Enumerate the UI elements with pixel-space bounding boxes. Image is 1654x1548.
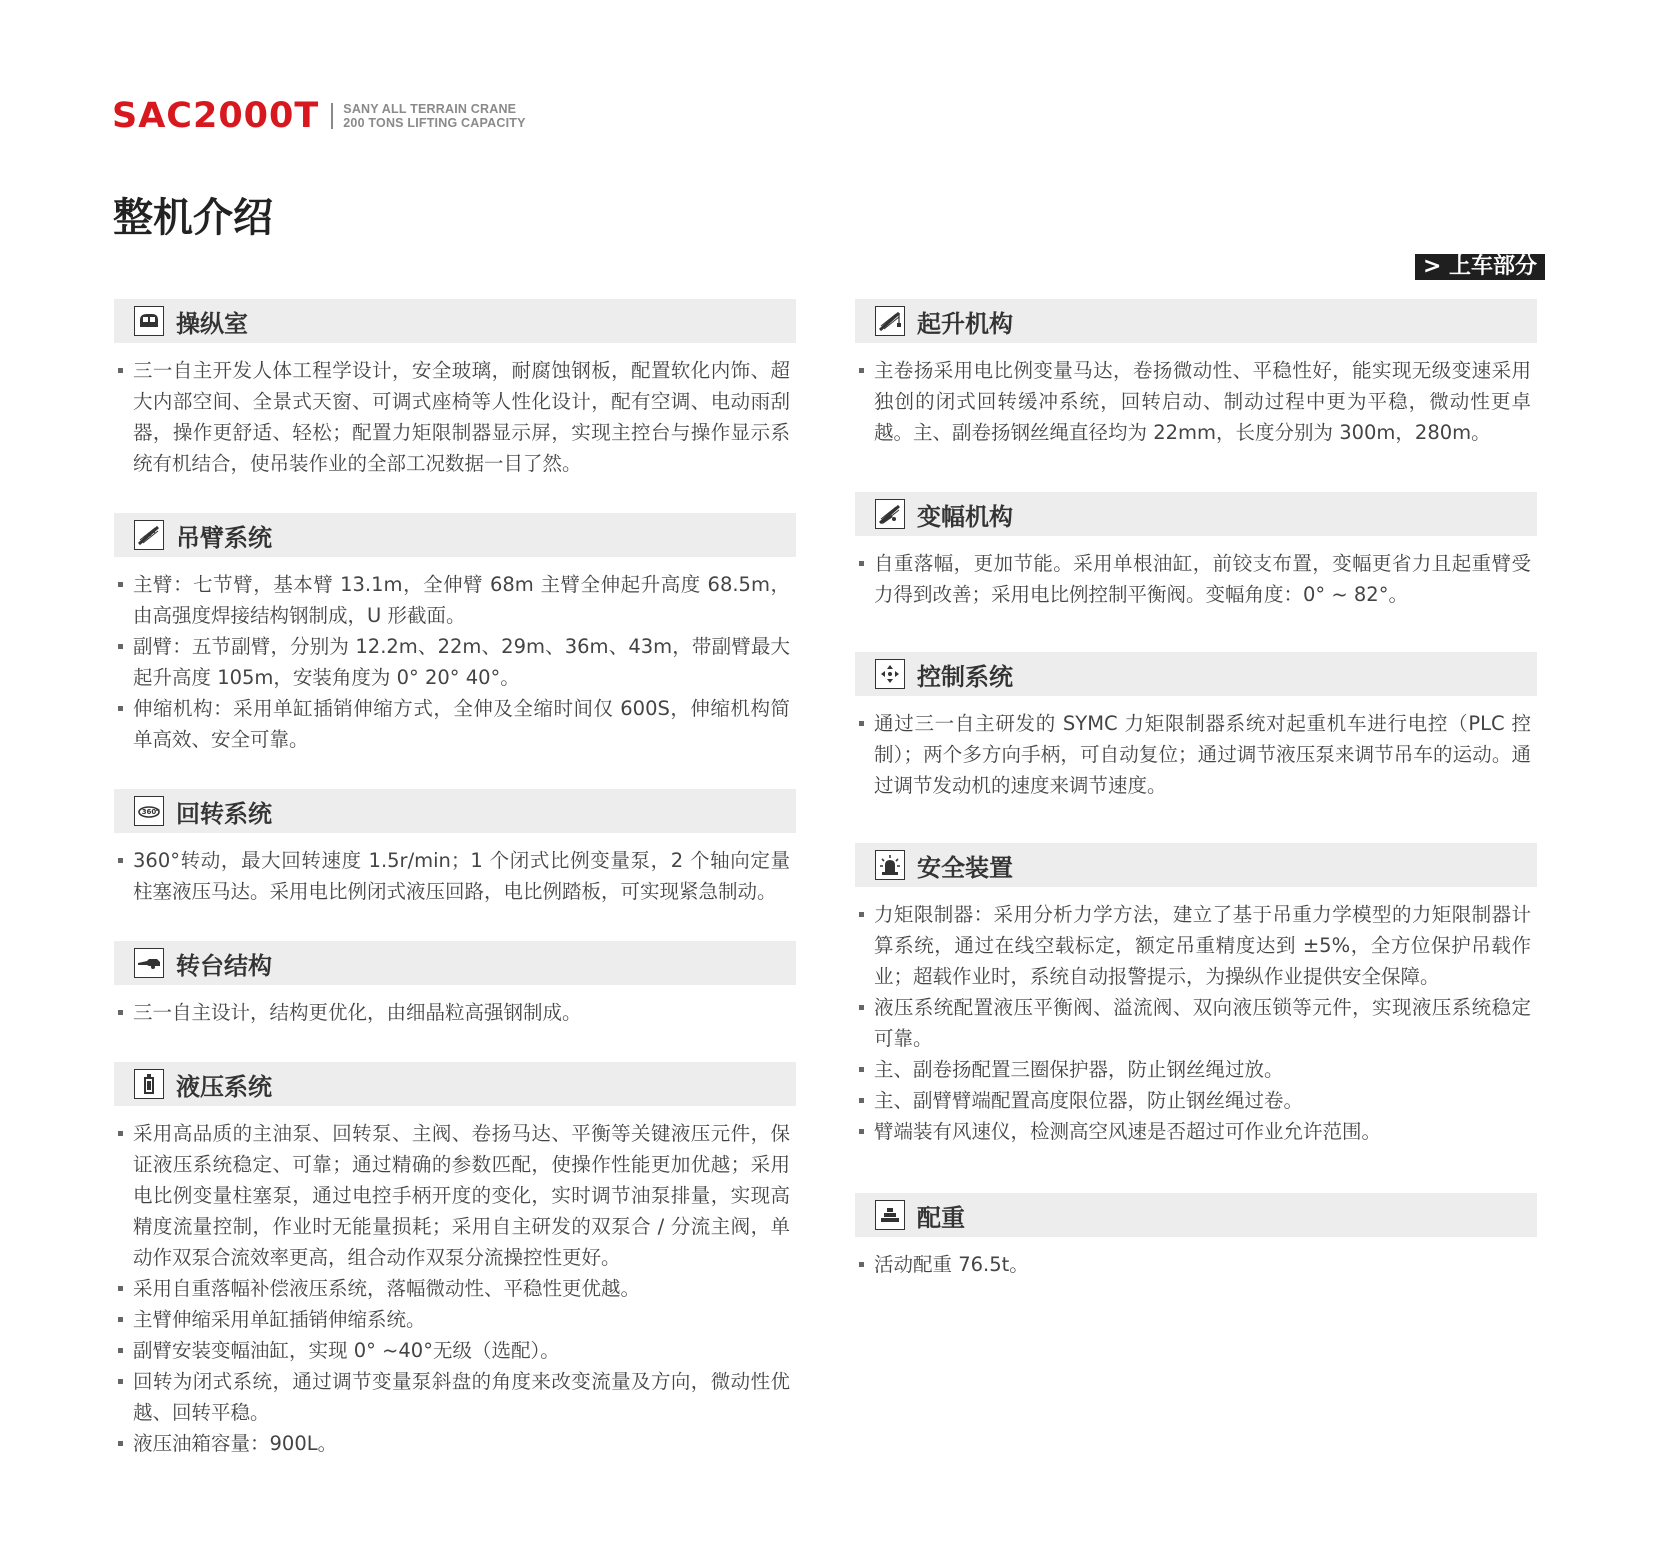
section-tag: > 上车部分 xyxy=(1415,254,1545,280)
section-header xyxy=(114,941,796,985)
section-lift xyxy=(855,299,1537,448)
list-item: 液压系统配置液压平衡阀、溢流阀、双向液压锁等元件，实现液压系统稳定可靠。 xyxy=(855,992,1531,1054)
brand-tagline xyxy=(343,102,525,130)
section-control xyxy=(855,652,1537,801)
list-item: 自重落幅，更加节能。采用单根油缸，前铰支布置，变幅更省力且起重臂受力得到改善；采用电比例控制平衡阀。变幅角度：0° ~ 82°。 xyxy=(855,548,1531,610)
luffing-icon xyxy=(875,499,905,529)
list-item: 三一自主开发人体工程学设计，安全玻璃，耐腐蚀钢板，配置软化内饰、超大内部空间、全景式天窗、可调式座椅等人性化设计，配有空调、电动雨刮器，操作更舒适、轻松；配置力矩限制器显示屏，实现主控台与操作显示系统有机结合，使吊装作业的全部工况数据一目了然。 xyxy=(114,355,790,479)
section-title: 液压系统 xyxy=(176,1072,272,1101)
section-header xyxy=(114,789,796,833)
svg-text:360: 360 xyxy=(141,808,157,816)
list-item: 副臂安装变幅油缸，实现 0° ~40°无级（选配）。 xyxy=(114,1335,790,1366)
counterweight-icon xyxy=(875,1200,905,1230)
header-divider xyxy=(331,103,333,129)
joystick-icon xyxy=(875,659,905,689)
alarm-light-icon xyxy=(875,850,905,880)
list-item: 伸缩机构：采用单缸插销伸缩方式，全伸及全缩时间仅 600S，伸缩机构简单高效、安全可靠。 xyxy=(114,693,790,755)
section-slew xyxy=(114,789,796,907)
section-title: 配重 xyxy=(917,1203,965,1232)
list-item: 臂端装有风速仪，检测高空风速是否超过可作业允许范围。 xyxy=(855,1116,1531,1147)
section-boom xyxy=(114,513,796,755)
list-item: 活动配重 76.5t。 xyxy=(855,1249,1531,1280)
section-items xyxy=(114,569,796,755)
section-title: 吊臂系统 xyxy=(176,523,272,552)
section-title: 转台结构 xyxy=(176,951,272,980)
right-column xyxy=(855,299,1537,1314)
section-items xyxy=(855,708,1537,801)
list-item: 主臂伸缩采用单缸插销伸缩系统。 xyxy=(114,1304,790,1335)
rotation-360-icon xyxy=(134,796,164,826)
list-item: 液压油箱容量：900L。 xyxy=(114,1428,790,1459)
list-item: 回转为闭式系统，通过调节变量泵斜盘的角度来改变流量及方向，微动性优越、回转平稳。 xyxy=(114,1366,790,1428)
hoist-icon xyxy=(875,306,905,336)
section-header xyxy=(855,492,1537,536)
section-title: 操纵室 xyxy=(176,309,248,338)
tagline-line2: 200 TONS LIFTING CAPACITY xyxy=(343,116,526,130)
section-safety xyxy=(855,843,1537,1147)
hydraulic-icon xyxy=(134,1069,164,1099)
list-item: 采用自重落幅补偿液压系统，落幅微动性、平稳性更优越。 xyxy=(114,1273,790,1304)
section-items xyxy=(114,1118,796,1459)
section-title: 回转系统 xyxy=(176,799,272,828)
model-logo: SAC2000T xyxy=(112,96,320,136)
section-title: 起升机构 xyxy=(917,309,1013,338)
section-items xyxy=(855,1249,1537,1280)
section-header xyxy=(114,299,796,343)
section-header xyxy=(855,299,1537,343)
turntable-icon xyxy=(134,948,164,978)
section-title: 变幅机构 xyxy=(917,502,1013,531)
list-item: 三一自主设计，结构更优化，由细晶粒高强钢制成。 xyxy=(114,997,790,1028)
left-column xyxy=(114,299,796,1493)
section-header xyxy=(114,513,796,557)
section-luff xyxy=(855,492,1537,610)
section-header xyxy=(855,1193,1537,1237)
page-title: 整机介绍 xyxy=(113,195,273,241)
section-items xyxy=(114,355,796,479)
section-header xyxy=(855,843,1537,887)
section-items xyxy=(114,997,796,1028)
section-turntable xyxy=(114,941,796,1028)
tagline-line1: SANY ALL TERRAIN CRANE xyxy=(343,102,517,116)
section-items xyxy=(855,355,1537,448)
section-items xyxy=(855,548,1537,610)
section-hydraulic xyxy=(114,1062,796,1459)
section-cab xyxy=(114,299,796,479)
section-items xyxy=(114,845,796,907)
list-item: 副臂：五节副臂，分别为 12.2m、22m、29m、36m、43m，带副臂最大起升高度 105m，安装角度为 0° 20° 40°。 xyxy=(114,631,790,693)
list-item: 主、副臂臂端配置高度限位器，防止钢丝绳过卷。 xyxy=(855,1085,1531,1116)
brand-header xyxy=(112,98,526,134)
section-header xyxy=(114,1062,796,1106)
section-title: 控制系统 xyxy=(917,662,1013,691)
list-item: 力矩限制器：采用分析力学方法，建立了基于吊重力学模型的力矩限制器计算系统，通过在线空载标定，额定吊重精度达到 ±5%，全方位保护吊载作业；超载作业时，系统自动报警提示，为操纵作业提供安全保障。 xyxy=(855,899,1531,992)
list-item: 主臂：七节臂，基本臂 13.1m，全伸臂 68m 主臂全伸起升高度 68.5m，由高强度焊接结构钢制成，U 形截面。 xyxy=(114,569,790,631)
boom-icon xyxy=(134,520,164,550)
list-item: 主、副卷扬配置三圈保护器，防止钢丝绳过放。 xyxy=(855,1054,1531,1085)
cab-icon xyxy=(134,306,164,336)
list-item: 采用高品质的主油泵、回转泵、主阀、卷扬马达、平衡等关键液压元件，保证液压系统稳定、可靠；通过精确的参数匹配，使操作性能更加优越；采用电比例变量柱塞泵，通过电控手柄开度的变化，实时调节油泵排量，实现高精度流量控制，作业时无能量损耗；采用自主研发的双泵合 / 分流主阀，单动作双泵合流效率更高，组合动作双泵分流操控性更好。 xyxy=(114,1118,790,1273)
section-title: 安全装置 xyxy=(917,853,1013,882)
section-header xyxy=(855,652,1537,696)
section-items xyxy=(855,899,1537,1147)
list-item: 通过三一自主研发的 SYMC 力矩限制器系统对起重机车进行电控（PLC 控制）；两个多方向手柄，可自动复位；通过调节液压泵来调节吊车的运动。通过调节发动机的速度来调节速度。 xyxy=(855,708,1531,801)
list-item: 主卷扬采用电比例变量马达，卷扬微动性、平稳性好，能实现无级变速采用独创的闭式回转缓冲系统，回转启动、制动过程中更为平稳，微动性更卓越。主、副卷扬钢丝绳直径均为 22mm，长度分别为 300m，280m。 xyxy=(855,355,1531,448)
section-counterweight xyxy=(855,1193,1537,1280)
list-item: 360°转动，最大回转速度 1.5r/min；1 个闭式比例变量泵，2 个轴向定量柱塞液压马达。采用电比例闭式液压回路，电比例踏板，可实现紧急制动。 xyxy=(114,845,790,907)
